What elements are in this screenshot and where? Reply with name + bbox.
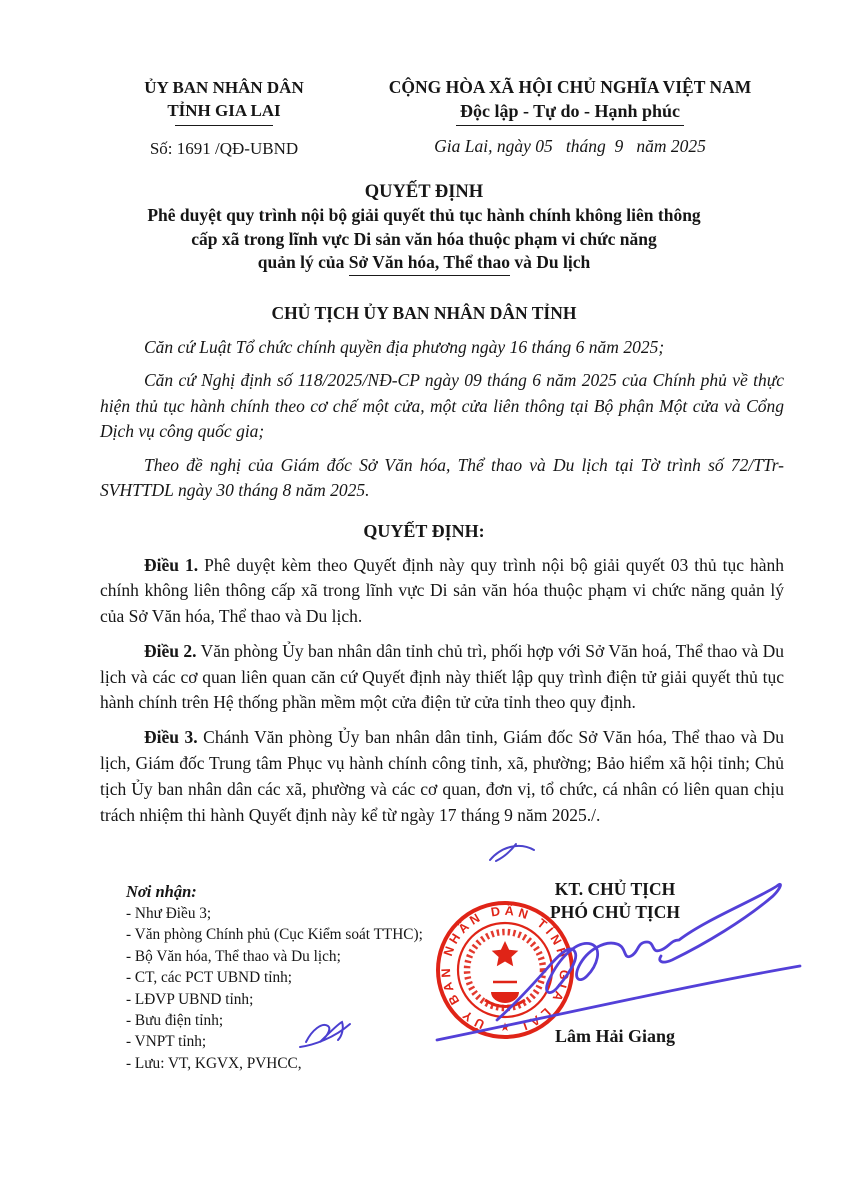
national-name: CỘNG HÒA XÃ HỘI CHỦ NGHĨA VIỆT NAM [388,77,752,97]
issuer-name-line2: TỈNH GIA LAI [167,101,281,120]
recipient-item: - LĐVP UBND tỉnh; [126,990,254,1008]
recipient-item: - VNPT tỉnh; [126,1033,207,1051]
article-2-text: Văn phòng Ủy ban nhân dân tỉnh chủ trì, phối hợp với Sở Văn hoá, Thể thao và Du lịch và các cơ quan liên quan căn cứ Quyết định này thiết lập quy trình điện tử giải quyết thủ tục hành chính trên Hệ thống phần mềm một cửa điện tử cửa tỉnh theo quy định. [100,640,784,713]
decides-heading: QUYẾT ĐỊNH: [363,520,485,541]
title-line-3-prefix: quản lý của [257,252,349,272]
seal-bottom-star-icon: ★ [499,1020,511,1034]
recipient-item: - CT, các PCT UBND tỉnh; [126,969,292,987]
document-type-heading: QUYẾT ĐỊNH [364,182,484,202]
authority-heading: CHỦ TỊCH ỦY BAN NHÂN DÂN TỈNH [271,302,577,323]
signer-name: Lâm Hải Giang [554,1026,675,1046]
article3-ink-mark [486,840,540,866]
national-motto: Độc lập - Tự do - Hạnh phúc [456,100,684,126]
recipient-item: - Bưu điện tỉnh; [126,1012,224,1030]
recipients-ink-initials [298,1016,354,1050]
recipient-item: - Như Điều 3; [126,905,212,922]
preamble-section [100,335,784,504]
article-1-label: Điều 1. [144,554,199,575]
document-number: Số: 1691 /QĐ-UBND [149,139,299,158]
preamble-paragraph: Căn cứ Nghị định số 118/2025/NĐ-CP ngày 09 tháng 6 năm 2025 của Chính phủ về thực hiện thủ tục hành chính theo cơ chế một cửa, một cửa liên thông tại Bộ phận Một cửa và Cổng Dịch vụ công quốc gia; [100,370,784,441]
article-2-label: Điều 2. [144,640,197,661]
preamble-paragraph: Theo đề nghị của Giám đốc Sở Văn hóa, Thể thao và Du lịch tại Tờ trình số 72/TTr-SVHTTDL ngày 30 tháng 8 năm 2025. [100,454,784,500]
article-3-label: Điều 3. [144,727,198,748]
articles-section [100,553,784,829]
article-3 [100,725,784,828]
signer-title-line2: PHÓ CHỦ TỊCH [550,902,680,922]
document-title-block [0,180,848,275]
article-3-text: Chánh Văn phòng Ủy ban nhân dân tỉnh, Giám đốc Sở Văn hóa, Thể thao và Du lịch, Giám đốc Trung tâm Phục vụ hành chính công tỉnh, xã, phường; Bảo hiểm xã hội tỉnh; Chủ tịch Ủy ban nhân dân các xã, phường và các cơ quan, đơn vị, tổ chức, cá nhân có liên quan chịu trách nhiệm thi hành Quyết định này kể từ ngày 17 tháng 9 năm 2025./. [100,727,785,825]
title-line-3-suffix: và Du lịch [509,252,591,272]
seal-ring-text: ỦY BAN NHÂN DÂN TỈNH GIA LAI [438,903,572,1033]
title-line-3-underlined: Sở Văn hóa, Thể thao [349,252,510,276]
place-date-line: Gia Lai, ngày 05 tháng 9 năm 2025 [434,136,706,156]
recipients-block [126,880,456,1074]
issuer-block [96,76,352,159]
title-line-3 [0,251,848,275]
article-1 [100,553,784,630]
recipient-item: - Văn phòng Chính phủ (Cục Kiểm soát TTHC); [126,926,423,944]
national-motto-block [352,76,788,159]
title-line-2: cấp xã trong lĩnh vực Di sản văn hóa thuộc phạm vi chức năng [191,228,657,249]
signer-title-line1: KT. CHỦ TỊCH [554,879,676,899]
title-line-1: Phê duyệt quy trình nội bộ giải quyết thủ tục hành chính không liên thông [147,205,701,225]
recipient-item: - Lưu: VT, KGVX, PVHCC, [126,1054,302,1072]
recipient-item: - Bộ Văn hóa, Thể thao và Du lịch; [126,947,341,965]
signature-ink [425,868,825,1052]
issuer-underline [175,125,273,126]
issuer-name-line1: ỦY BAN NHÂN DÂN [144,78,304,97]
article-1-text: Phê duyệt kèm theo Quyết định này quy trình nội bộ giải quyết 03 thủ tục hành chính không liên thông cấp xã trong lĩnh vực Di sản văn hóa thuộc phạm vi chức năng quản lý của Sở Văn hóa, Thể thao và Du lịch. [100,554,784,627]
recipients-heading: Nơi nhận: [126,882,197,901]
preamble-paragraph: Căn cứ Luật Tổ chức chính quyền địa phương ngày 16 tháng 6 năm 2025; [144,336,665,357]
document-header [0,0,848,159]
article-2 [100,639,784,716]
